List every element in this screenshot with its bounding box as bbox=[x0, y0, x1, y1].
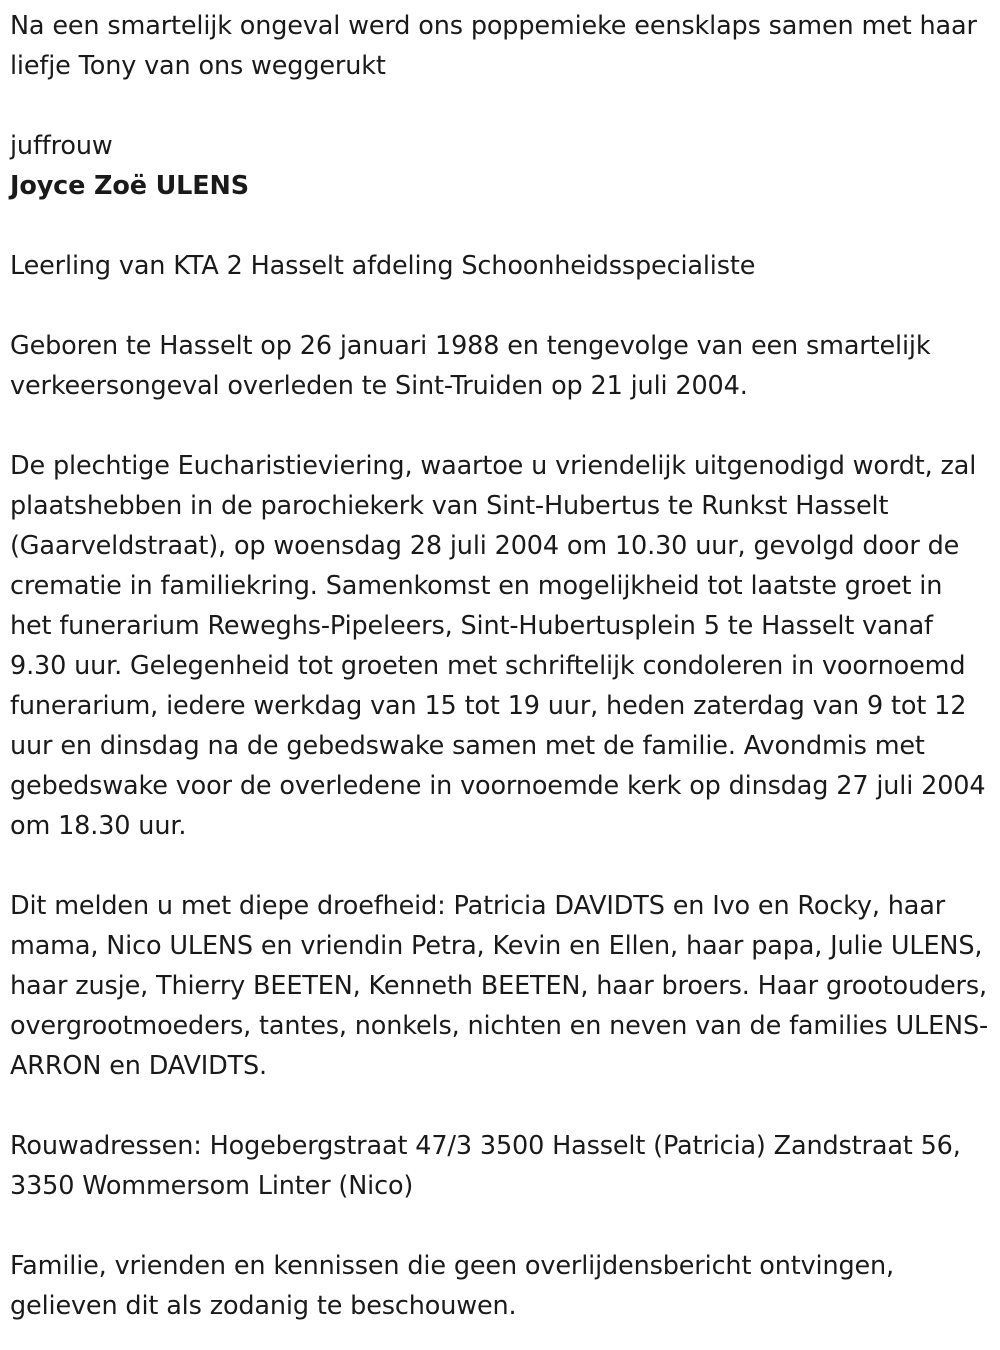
ceremony-text: De plechtige Eucharistieviering, waartoe u vriendelijk uitgenodigd wordt, zal plaatshebben in de parochiekerk van Sint-Hubertus te Runkst Hasselt (Gaarveldstraat), op woensdag 28 juli 2004 om 10.30 uur, gevolgd door de crematie in familiekring. Samenkomst en mogelijkheid tot laatste groet in het funerarium Reweghs-Pipeleers, Sint-Hubertusplein 5 te Hasselt vanaf 9.30 uur. Gelegenheid tot groeten met schriftelijk condoleren in voornoemd funerarium, iedere werkdag van 15 tot 19 uur, heden zaterdag van 9 tot 12 uur en dinsdag na de gebedswake samen met de familie. Avondmis met gebedswake voor de overledene in voornoemde kerk op dinsdag 27 juli 2004 om 18.30 uur. bbox=[10, 451, 986, 841]
honorific: juffrouw bbox=[10, 131, 113, 161]
intro-text: Na een smartelijk ongeval werd ons poppemieke eensklaps samen met haar liefje Tony van ons weggerukt bbox=[10, 11, 977, 81]
spacer bbox=[10, 86, 990, 126]
spacer bbox=[10, 206, 990, 246]
birth-death-text: Geboren te Hasselt op 26 januari 1988 en tengevolge van een smartelijk verkeersongeval overleden te Sint-Truiden op 21 juli 2004. bbox=[10, 331, 931, 401]
addresses-text: Rouwadressen: Hogebergstraat 47/3 3500 Hasselt (Patricia) Zandstraat 56, 3350 Wommersom Linter (Nico) bbox=[10, 1131, 961, 1201]
closing-text: Familie, vrienden en kennissen die geen overlijdensbericht ontvingen, gelieven dit als zodanig te beschouwen. bbox=[10, 1251, 894, 1321]
family-text: Dit melden u met diepe droefheid: Patricia DAVIDTS en Ivo en Rocky, haar mama, Nico ULENS en vriendin Petra, Kevin en Ellen, haar papa, Julie ULENS, haar zusje, Thierry BEETEN, Kenneth BEETEN, haar broers. Haar grootouders, overgrootmoeders, tantes, nonkels, nichten en neven van de families ULENS-ARRON en DAVIDTS. bbox=[10, 891, 989, 1081]
spacer bbox=[10, 406, 990, 446]
spacer bbox=[10, 1086, 990, 1126]
spacer bbox=[10, 1206, 990, 1246]
spacer bbox=[10, 286, 990, 326]
school-text: Leerling van KTA 2 Hasselt afdeling Schoonheidsspecialiste bbox=[10, 251, 756, 281]
deceased-name: Joyce Zoë ULENS bbox=[10, 171, 249, 201]
spacer bbox=[10, 846, 990, 886]
